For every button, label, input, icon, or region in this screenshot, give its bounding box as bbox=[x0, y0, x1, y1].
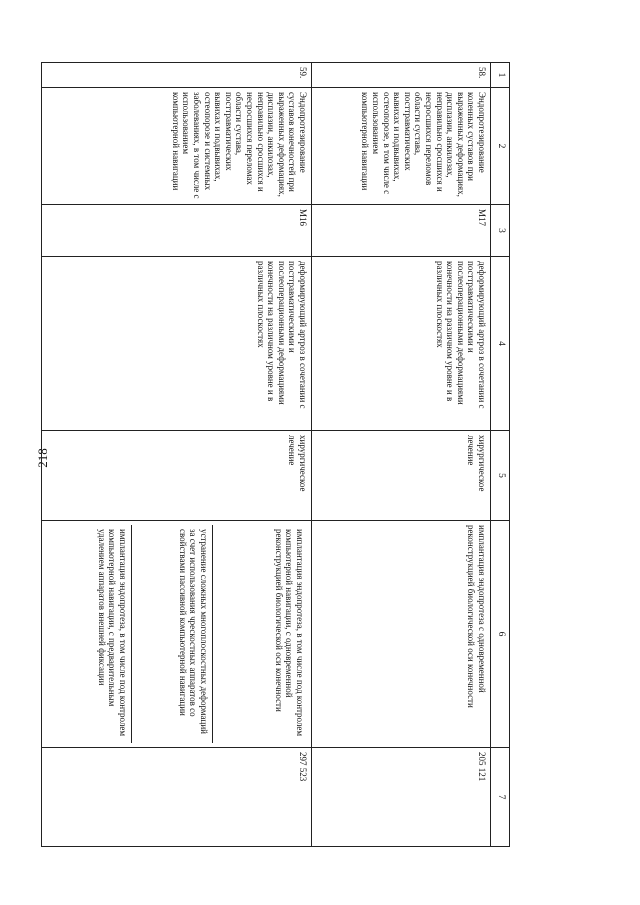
column-header-1: 1 bbox=[491, 63, 510, 88]
diagnosis-code: M17 bbox=[312, 205, 491, 257]
cost-value: 205 121 bbox=[312, 748, 491, 847]
page-number: 218 bbox=[35, 448, 50, 468]
column-header-2: 2 bbox=[491, 88, 510, 205]
treatment-methods bbox=[42, 521, 312, 748]
rotated-table-wrapper bbox=[60, 62, 510, 846]
treatment-method: имплантация эндопротеза, в том числе под контролем компьютерной навигации, с предварительным удалением аппаратов внешней фиксации bbox=[45, 525, 132, 743]
procedure-name: Эндопротезирование коленных суставов при выраженных деформациях, дисплазии, анкилозах, неправильно сросшихся и несросшихся переломов области сустава, посттравматических вывихах и подвывихах, остеопорозе, в том числе с использованием компьютерной навигации bbox=[312, 88, 491, 205]
table-row bbox=[42, 63, 312, 847]
column-header-3: 3 bbox=[491, 205, 510, 257]
column-header-5: 5 bbox=[491, 431, 510, 521]
treatment-method: устранение сложных многоплоскостных деформаций за счет использования чрескостных аппаратов со свойствами пассивной компьютерной навигации bbox=[132, 525, 213, 743]
medical-services-table bbox=[41, 62, 510, 847]
treatment-method: имплантация эндопротеза с одновременной реконструкцией биологической оси конечности bbox=[312, 521, 491, 748]
column-header-7: 7 bbox=[491, 748, 510, 847]
treatment-type: хирургическое лечение bbox=[42, 431, 312, 521]
header-row bbox=[491, 63, 510, 847]
table-row bbox=[312, 63, 491, 847]
treatment-type: хирургическое лечение bbox=[312, 431, 491, 521]
row-number: 58. bbox=[312, 63, 491, 88]
diagnosis-description: деформирующий артроз в сочетании с посттравматическими и послеоперационными деформациями конечности на различном уровне и в различных плоскостях bbox=[312, 257, 491, 431]
treatment-method: имплантация эндопротеза, в том числе под контролем компьютерной навигации, с одновременной реконструкцией биологической оси конечности bbox=[273, 529, 305, 737]
column-header-6: 6 bbox=[491, 521, 510, 748]
diagnosis-code: M16 bbox=[42, 205, 312, 257]
procedure-name: Эндопротезирование суставов конечностей при выраженных деформациях, дисплазии, анкилозах, неправильно сросшихся и несросшихся переломах области сустава, посттравматических вывихах и подвывихах, остеопорозе и системных заболеваниях, в том числе с использованием компьютерной навигации bbox=[42, 88, 312, 205]
diagnosis-description: деформирующий артроз в сочетании с посттравматическими и послеоперационными деформациями конечности на различном уровне и в различных плоскостях bbox=[42, 257, 312, 431]
column-header-4: 4 bbox=[491, 257, 510, 431]
row-number: 59. bbox=[42, 63, 312, 88]
cost-value: 297 523 bbox=[42, 748, 312, 847]
